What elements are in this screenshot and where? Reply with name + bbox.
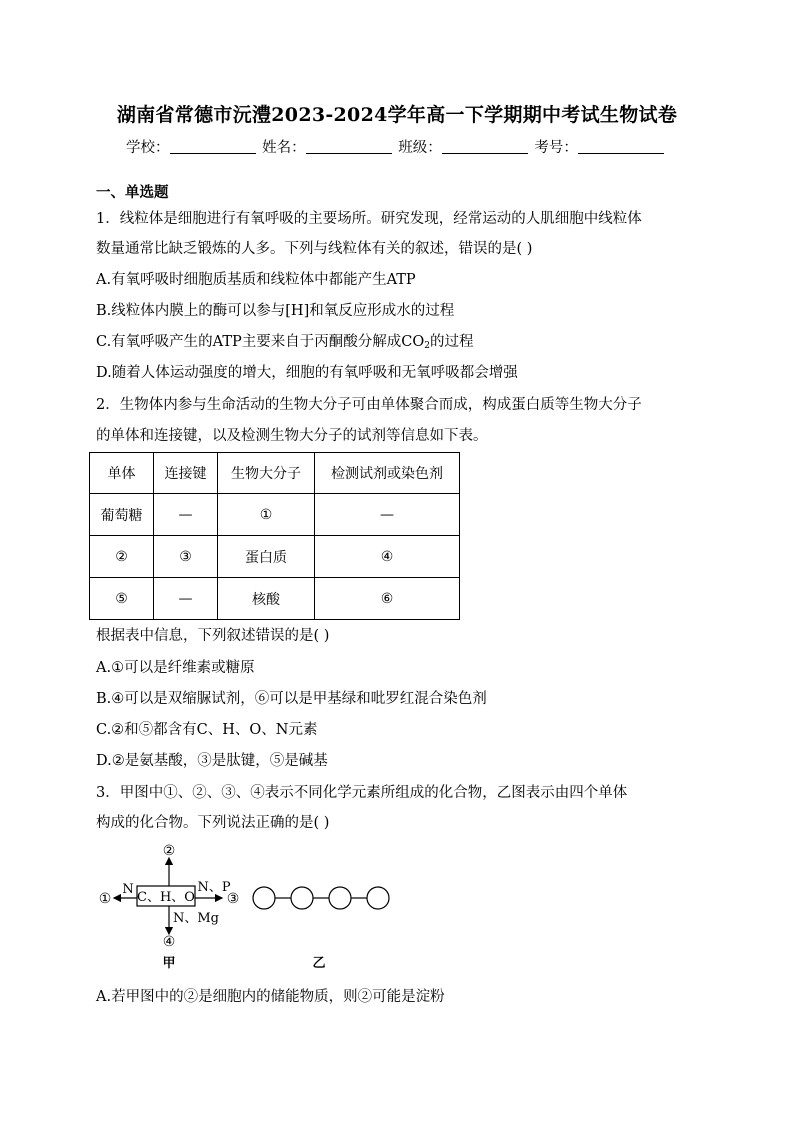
diagram-jia	[99, 843, 240, 971]
table-row	[90, 536, 460, 578]
table-cell: 葡萄糖	[90, 494, 154, 536]
q3-diagram	[94, 838, 404, 974]
right-arrow-label: N、P	[197, 880, 231, 895]
class-field[interactable]	[442, 139, 528, 154]
monomer-circle	[291, 887, 313, 909]
q1-option-c	[96, 330, 474, 351]
table-header: 连接键	[154, 453, 218, 494]
section-heading: 一、单选题	[96, 184, 169, 201]
student-info-row	[126, 136, 666, 157]
macromolecule-table	[89, 452, 460, 620]
page-title: 湖南省常德市沅澧2023-2024学年高一下学期期中考试生物试卷	[116, 104, 678, 126]
table-cell: ⑥	[315, 578, 460, 620]
left-compound-label: ①	[98, 891, 112, 907]
table-cell: —	[315, 494, 460, 536]
exam-number-label: 考号：	[534, 140, 578, 156]
q1-option-d: D.随着人体运动强度的增大，细胞的有氧呼吸和无氧呼吸都会增强	[96, 365, 518, 381]
monomer-circle	[253, 887, 275, 909]
table-cell: ⑤	[90, 578, 154, 620]
table-header: 单体	[90, 453, 154, 494]
table-row	[90, 578, 460, 620]
q1-option-c-subscript: 2	[424, 341, 431, 351]
q1-stem-line2: 数量通常比缺乏锻炼的人多。下列与线粒体有关的叙述，错误的是( )	[96, 241, 533, 257]
center-box-label: C、H、O	[137, 890, 195, 905]
table-cell: ③	[154, 536, 218, 578]
table-cell: ④	[315, 536, 460, 578]
table-header: 生物大分子	[218, 453, 315, 494]
monomer-circle	[329, 887, 351, 909]
exam-number-field[interactable]	[578, 139, 664, 154]
q2-stem-line1: 2．生物体内参与生命活动的生物大分子可由单体聚合而成，构成蛋白质等生物大分子	[96, 397, 642, 413]
name-label: 姓名：	[262, 140, 306, 156]
school-field[interactable]	[170, 139, 256, 154]
name-field[interactable]	[306, 139, 392, 154]
table-header: 检测试剂或染色剂	[315, 453, 460, 494]
q1-option-c-text-end: 的过程	[430, 334, 474, 350]
caption-jia: 甲	[162, 956, 176, 971]
q2-option-c: C.②和⑤都含有C、H、O、N元素	[96, 722, 318, 738]
table-cell: —	[154, 578, 218, 620]
q3-stem-line1: 3．甲图中①、②、③、④表示不同化学元素所组成的化合物，乙图表示由四个单体	[96, 785, 628, 801]
diagram-yi	[253, 887, 389, 971]
q2-stem-line2: 的单体和连接键，以及检测生物大分子的试剂等信息如下表。	[96, 428, 488, 444]
caption-yi: 乙	[312, 956, 326, 971]
q3-stem-line2: 构成的化合物。下列说法正确的是( )	[96, 815, 330, 831]
q1-option-b: B.线粒体内膜上的酶可以参与[H]和氧反应形成水的过程	[96, 303, 455, 319]
bottom-arrow-label: N、Mg	[172, 911, 220, 926]
q1-option-a: A.有氧呼吸时细胞质基质和线粒体中都能产生ATP	[96, 272, 416, 288]
top-compound-label: ②	[162, 843, 176, 859]
table-cell: 核酸	[218, 578, 315, 620]
table-header-row	[90, 453, 460, 494]
q3-option-a: A.若甲图中的②是细胞内的储能物质，则②可能是淀粉	[96, 989, 445, 1005]
q2-option-b: B.④可以是双缩脲试剂，⑥可以是甲基绿和吡罗红混合染色剂	[96, 691, 487, 707]
monomer-circle	[367, 887, 389, 909]
q2-option-d: D.②是氨基酸，③是肽键，⑤是碱基	[96, 753, 328, 769]
class-label: 班级：	[398, 140, 442, 156]
left-arrow-label: N	[122, 882, 134, 897]
table-cell: ①	[218, 494, 315, 536]
q2-stem-line3: 根据表中信息，下列叙述错误的是( )	[96, 628, 330, 644]
table-cell: ②	[90, 536, 154, 578]
q1-option-c-text: C.有氧呼吸产生的ATP主要来自于丙酮酸分解成CO	[96, 334, 425, 350]
q1-stem-line1: 1．线粒体是细胞进行有氧呼吸的主要场所。研究发现，经常运动的人肌细胞中线粒体	[96, 211, 642, 227]
table-row	[90, 494, 460, 536]
school-label: 学校：	[126, 140, 170, 156]
right-compound-label: ③	[226, 891, 240, 907]
bottom-compound-label: ④	[162, 934, 176, 950]
q2-option-a: A.①可以是纤维素或糖原	[96, 660, 255, 676]
table-cell: —	[154, 494, 218, 536]
table-cell: 蛋白质	[218, 536, 315, 578]
